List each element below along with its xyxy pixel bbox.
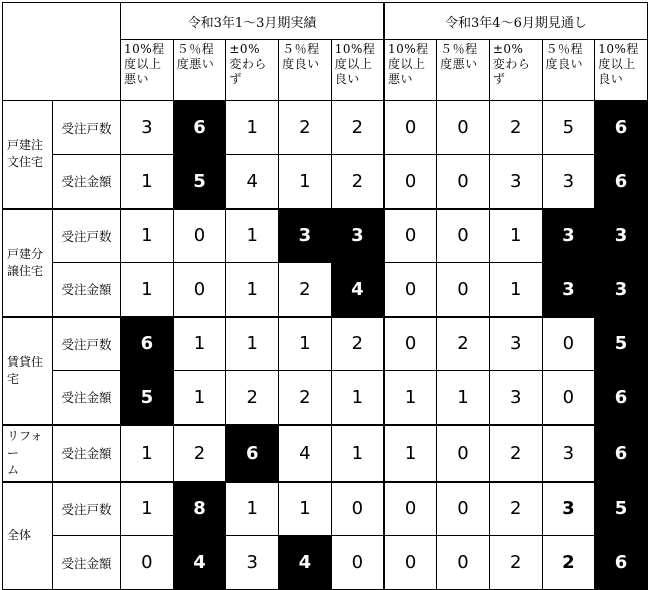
table-row <box>3 155 648 209</box>
value-cell: 1 <box>384 425 437 482</box>
table-row <box>3 263 648 317</box>
option-header-actual-2 <box>173 40 226 101</box>
category-label-line: 戸建注 <box>7 138 44 153</box>
value-cell: 1 <box>279 482 332 536</box>
value-cell: 2 <box>542 536 595 590</box>
item-label: 受注戸数 <box>53 101 121 155</box>
option-header-forecast-2 <box>437 40 490 101</box>
value-cell: 6 <box>595 155 648 209</box>
value-cell: 6 <box>595 101 648 155</box>
value-cell: 1 <box>384 371 437 425</box>
option-header-line: ±0% <box>229 42 260 56</box>
value-cell: 3 <box>331 209 384 263</box>
item-label: 受注金額 <box>53 263 121 317</box>
option-header-line: ５％程 <box>282 42 320 56</box>
value-cell: 3 <box>595 209 648 263</box>
option-header-forecast-5 <box>595 40 648 101</box>
table-row <box>3 101 648 155</box>
item-label: 受注金額 <box>53 155 121 209</box>
category-label-line: 賃貸住 <box>7 354 44 369</box>
option-header-line: ５％程 <box>440 42 478 56</box>
value-cell: 2 <box>437 317 490 371</box>
option-header-line: 度以上 <box>387 57 426 71</box>
option-header-forecast-3 <box>489 40 542 101</box>
value-cell: 6 <box>595 536 648 590</box>
option-header-actual-5 <box>331 40 384 101</box>
table-row <box>3 425 648 482</box>
value-cell: 1 <box>226 101 279 155</box>
value-cell: 2 <box>226 371 279 425</box>
table-row <box>3 209 648 263</box>
value-cell: 0 <box>437 263 490 317</box>
value-cell: 2 <box>331 317 384 371</box>
option-header-line: ±0% <box>492 42 524 56</box>
value-cell: 2 <box>489 482 542 536</box>
value-cell: 3 <box>542 209 595 263</box>
value-cell: 2 <box>279 101 332 155</box>
category-label-line: リフォー <box>7 428 43 460</box>
option-header-line: 悪い <box>124 72 150 86</box>
value-cell: 5 <box>173 155 226 209</box>
option-header-line: 度良い <box>282 57 320 71</box>
value-cell: 6 <box>226 425 279 482</box>
option-header-line: ５％程 <box>545 42 584 56</box>
value-cell: 3 <box>542 155 595 209</box>
value-cell: 0 <box>437 482 490 536</box>
table-row <box>3 371 648 425</box>
option-header-line: 悪い <box>387 72 413 86</box>
category-label-line: 文住宅 <box>7 155 44 170</box>
value-cell: 3 <box>542 425 595 482</box>
value-cell: 1 <box>121 209 174 263</box>
value-cell: 0 <box>384 263 437 317</box>
value-cell: 1 <box>489 209 542 263</box>
option-header-line: 10%程 <box>124 42 165 56</box>
option-header-line: 変わら <box>229 57 267 71</box>
value-cell: 0 <box>384 209 437 263</box>
value-cell: 2 <box>279 263 332 317</box>
value-cell: 3 <box>595 263 648 317</box>
value-cell: 1 <box>331 371 384 425</box>
period-header-forecast: 令和3年4～6月期見通し <box>384 3 647 40</box>
value-cell: 3 <box>121 101 174 155</box>
option-header-line: 変わら <box>492 57 531 71</box>
option-header-line: 10%程 <box>598 42 639 56</box>
item-label: 受注金額 <box>53 425 121 482</box>
table-row <box>3 482 648 536</box>
value-cell: 2 <box>489 425 542 482</box>
value-cell: 4 <box>226 155 279 209</box>
option-header-line: 度悪い <box>440 57 478 71</box>
value-cell: 4 <box>331 263 384 317</box>
value-cell: 0 <box>437 101 490 155</box>
value-cell: 1 <box>121 263 174 317</box>
value-cell: 1 <box>279 155 332 209</box>
option-header-line: 10%程 <box>387 42 429 56</box>
value-cell: 3 <box>489 317 542 371</box>
option-header-line: 度以上 <box>124 57 162 71</box>
value-cell: 0 <box>331 536 384 590</box>
value-cell: 2 <box>173 425 226 482</box>
option-header-actual-1 <box>121 40 174 101</box>
item-label: 受注戸数 <box>53 209 121 263</box>
value-cell: 1 <box>173 371 226 425</box>
option-header-actual-3 <box>226 40 279 101</box>
table-corner-cell <box>3 3 121 101</box>
value-cell: 5 <box>595 317 648 371</box>
option-header-line: 良い <box>334 72 360 86</box>
value-cell: 1 <box>173 317 226 371</box>
option-header-line: 度以上 <box>334 57 373 71</box>
value-cell: 3 <box>489 371 542 425</box>
value-cell: 1 <box>489 263 542 317</box>
value-cell: 4 <box>279 425 332 482</box>
value-cell: 0 <box>173 263 226 317</box>
category-label <box>3 425 53 482</box>
category-label-line: 戸建分 <box>7 246 44 261</box>
value-cell: 5 <box>595 482 648 536</box>
value-cell: 1 <box>121 425 174 482</box>
value-cell: 0 <box>331 482 384 536</box>
value-cell: 1 <box>121 155 174 209</box>
value-cell: 0 <box>437 209 490 263</box>
option-header-line: ず <box>492 72 506 86</box>
value-cell: 6 <box>595 371 648 425</box>
value-cell: 0 <box>384 536 437 590</box>
category-label-line: 宅 <box>7 371 20 386</box>
value-cell: 8 <box>173 482 226 536</box>
table-row <box>3 536 648 590</box>
value-cell: 0 <box>542 371 595 425</box>
value-cell: 3 <box>279 209 332 263</box>
category-label <box>3 482 53 590</box>
value-cell: 0 <box>384 101 437 155</box>
value-cell: 1 <box>279 317 332 371</box>
value-cell: 0 <box>437 536 490 590</box>
item-label: 受注戸数 <box>53 317 121 371</box>
value-cell: 1 <box>226 263 279 317</box>
category-label-line: ム <box>7 462 20 477</box>
value-cell: 0 <box>121 536 174 590</box>
period-header-actual: 令和3年1～3月期実績 <box>121 3 384 40</box>
option-header-line: 度良い <box>545 57 584 71</box>
item-label: 受注金額 <box>53 536 121 590</box>
value-cell: 2 <box>331 101 384 155</box>
value-cell: 1 <box>226 317 279 371</box>
value-cell: 4 <box>173 536 226 590</box>
value-cell: 2 <box>489 536 542 590</box>
category-label-line: 譲住宅 <box>7 263 44 278</box>
value-cell: 0 <box>437 425 490 482</box>
value-cell: 6 <box>173 101 226 155</box>
value-cell: 1 <box>226 209 279 263</box>
survey-results-table <box>2 2 648 590</box>
value-cell: 5 <box>542 101 595 155</box>
value-cell: 6 <box>121 317 174 371</box>
value-cell: 0 <box>384 317 437 371</box>
category-label <box>3 209 53 317</box>
value-cell: 0 <box>437 155 490 209</box>
option-header-forecast-1 <box>384 40 437 101</box>
table-row <box>3 317 648 371</box>
value-cell: 0 <box>542 317 595 371</box>
value-cell: 0 <box>384 482 437 536</box>
value-cell: 2 <box>489 101 542 155</box>
value-cell: 3 <box>226 536 279 590</box>
value-cell: 1 <box>226 482 279 536</box>
option-header-line: 度以上 <box>598 57 636 71</box>
value-cell: 0 <box>173 209 226 263</box>
category-label <box>3 101 53 209</box>
value-cell: 2 <box>279 371 332 425</box>
category-label <box>3 317 53 425</box>
option-header-line: 10%程 <box>334 42 376 56</box>
item-label: 受注戸数 <box>53 482 121 536</box>
category-label-line: 全体 <box>7 528 32 543</box>
value-cell: 5 <box>121 371 174 425</box>
option-header-actual-4 <box>279 40 332 101</box>
option-header-line: ５％程 <box>176 42 215 56</box>
value-cell: 1 <box>437 371 490 425</box>
option-header-line: 良い <box>598 72 624 86</box>
value-cell: 6 <box>595 425 648 482</box>
option-header-line: ず <box>229 72 242 86</box>
value-cell: 3 <box>542 482 595 536</box>
item-label: 受注金額 <box>53 371 121 425</box>
value-cell: 2 <box>331 155 384 209</box>
value-cell: 3 <box>489 155 542 209</box>
option-header-forecast-4 <box>542 40 595 101</box>
value-cell: 1 <box>331 425 384 482</box>
value-cell: 1 <box>121 482 174 536</box>
value-cell: 4 <box>279 536 332 590</box>
value-cell: 3 <box>542 263 595 317</box>
value-cell: 0 <box>384 155 437 209</box>
option-header-line: 度悪い <box>176 57 215 71</box>
